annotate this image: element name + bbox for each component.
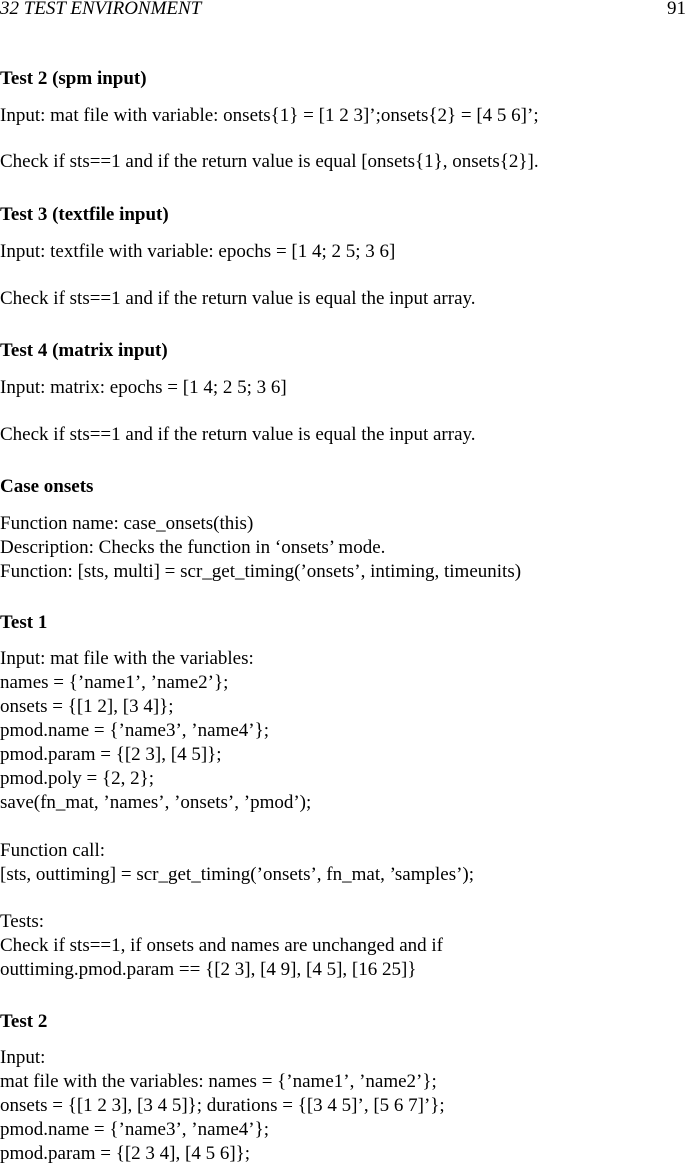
text-line: Input: textfile with variable: epochs = [1 4; 2 5; 3 6] bbox=[0, 241, 396, 262]
text-line: Check if sts==1, if onsets and names are unchanged and if bbox=[0, 935, 444, 956]
text-line: pmod.param = {[2 3], [4 5]}; bbox=[0, 744, 222, 765]
text-line: Input: matrix: epochs = [1 4; 2 5; 3 6] bbox=[0, 377, 287, 398]
text-line: Input: mat file with the variables: bbox=[0, 648, 254, 669]
text-line: pmod.name = {’name3’, ’name4’}; bbox=[0, 720, 270, 741]
section-test2 bbox=[0, 1010, 680, 1034]
text-line: Input: mat file with variable: onsets{1} = [1 2 3]’;onsets{2} = [4 5 6]’; bbox=[0, 105, 539, 126]
text-line: pmod.poly = {2, 2}; bbox=[0, 768, 155, 789]
paragraph bbox=[0, 839, 680, 887]
text-line: Tests: bbox=[0, 911, 45, 932]
text-line: save(fn_mat, ’names’, ’onsets’, ’pmod’); bbox=[0, 792, 312, 813]
text-line: Check if sts==1 and if the return value is equal the input array. bbox=[0, 288, 476, 309]
paragraph bbox=[0, 1046, 680, 1166]
paragraph bbox=[0, 512, 680, 584]
paragraph bbox=[0, 423, 680, 447]
chapter-title: 32 TEST ENVIRONMENT bbox=[0, 0, 202, 19]
paragraph bbox=[0, 376, 680, 400]
text-line: pmod.name = {’name3’, ’name4’}; bbox=[0, 1119, 270, 1140]
text-line: [sts, outtiming] = scr_get_timing(’onsets’, fn_mat, ’samples’); bbox=[0, 864, 475, 885]
section-heading: Test 2 bbox=[0, 1011, 48, 1032]
section-case-onsets bbox=[0, 475, 680, 499]
section-heading: Case onsets bbox=[0, 476, 94, 497]
section-test3-textfile bbox=[0, 203, 680, 227]
paragraph bbox=[0, 647, 680, 815]
text-line: Input: bbox=[0, 1047, 46, 1068]
running-header bbox=[0, 0, 686, 22]
text-line: Function name: case_onsets(this) bbox=[0, 513, 254, 534]
paragraph bbox=[0, 150, 680, 174]
text-line: pmod.param = {[2 3 4], [4 5 6]}; bbox=[0, 1143, 251, 1164]
text-line: Description: Checks the function in ‘onsets’ mode. bbox=[0, 537, 386, 558]
section-heading: Test 1 bbox=[0, 612, 48, 633]
paragraph bbox=[0, 104, 680, 128]
text-line: Function call: bbox=[0, 840, 106, 861]
text-line: mat file with the variables: names = {’name1’, ’name2’}; bbox=[0, 1071, 437, 1092]
section-test4-matrix bbox=[0, 339, 680, 363]
text-line: outtiming.pmod.param == {[2 3], [4 9], [4 5], [16 25]} bbox=[0, 959, 417, 980]
page-number: 91 bbox=[667, 0, 686, 19]
text-line: Check if sts==1 and if the return value is equal [onsets{1}, onsets{2}]. bbox=[0, 151, 539, 172]
paragraph bbox=[0, 287, 680, 311]
text-line: onsets = {[1 2 3], [3 4 5]}; durations = {[3 4 5]’, [5 6 7]’}; bbox=[0, 1095, 445, 1116]
section-heading: Test 4 (matrix input) bbox=[0, 340, 168, 361]
section-test1 bbox=[0, 611, 680, 635]
section-test2-spm bbox=[0, 67, 680, 91]
text-line: onsets = {[1 2], [3 4]}; bbox=[0, 696, 174, 717]
text-line: Function: [sts, multi] = scr_get_timing(’onsets’, intiming, timeunits) bbox=[0, 561, 522, 582]
section-heading: Test 3 (textfile input) bbox=[0, 204, 169, 225]
paragraph bbox=[0, 240, 680, 264]
text-line: names = {’name1’, ’name2’}; bbox=[0, 672, 229, 693]
text-line: Check if sts==1 and if the return value is equal the input array. bbox=[0, 424, 476, 445]
paragraph bbox=[0, 910, 680, 982]
section-heading: Test 2 (spm input) bbox=[0, 68, 147, 89]
